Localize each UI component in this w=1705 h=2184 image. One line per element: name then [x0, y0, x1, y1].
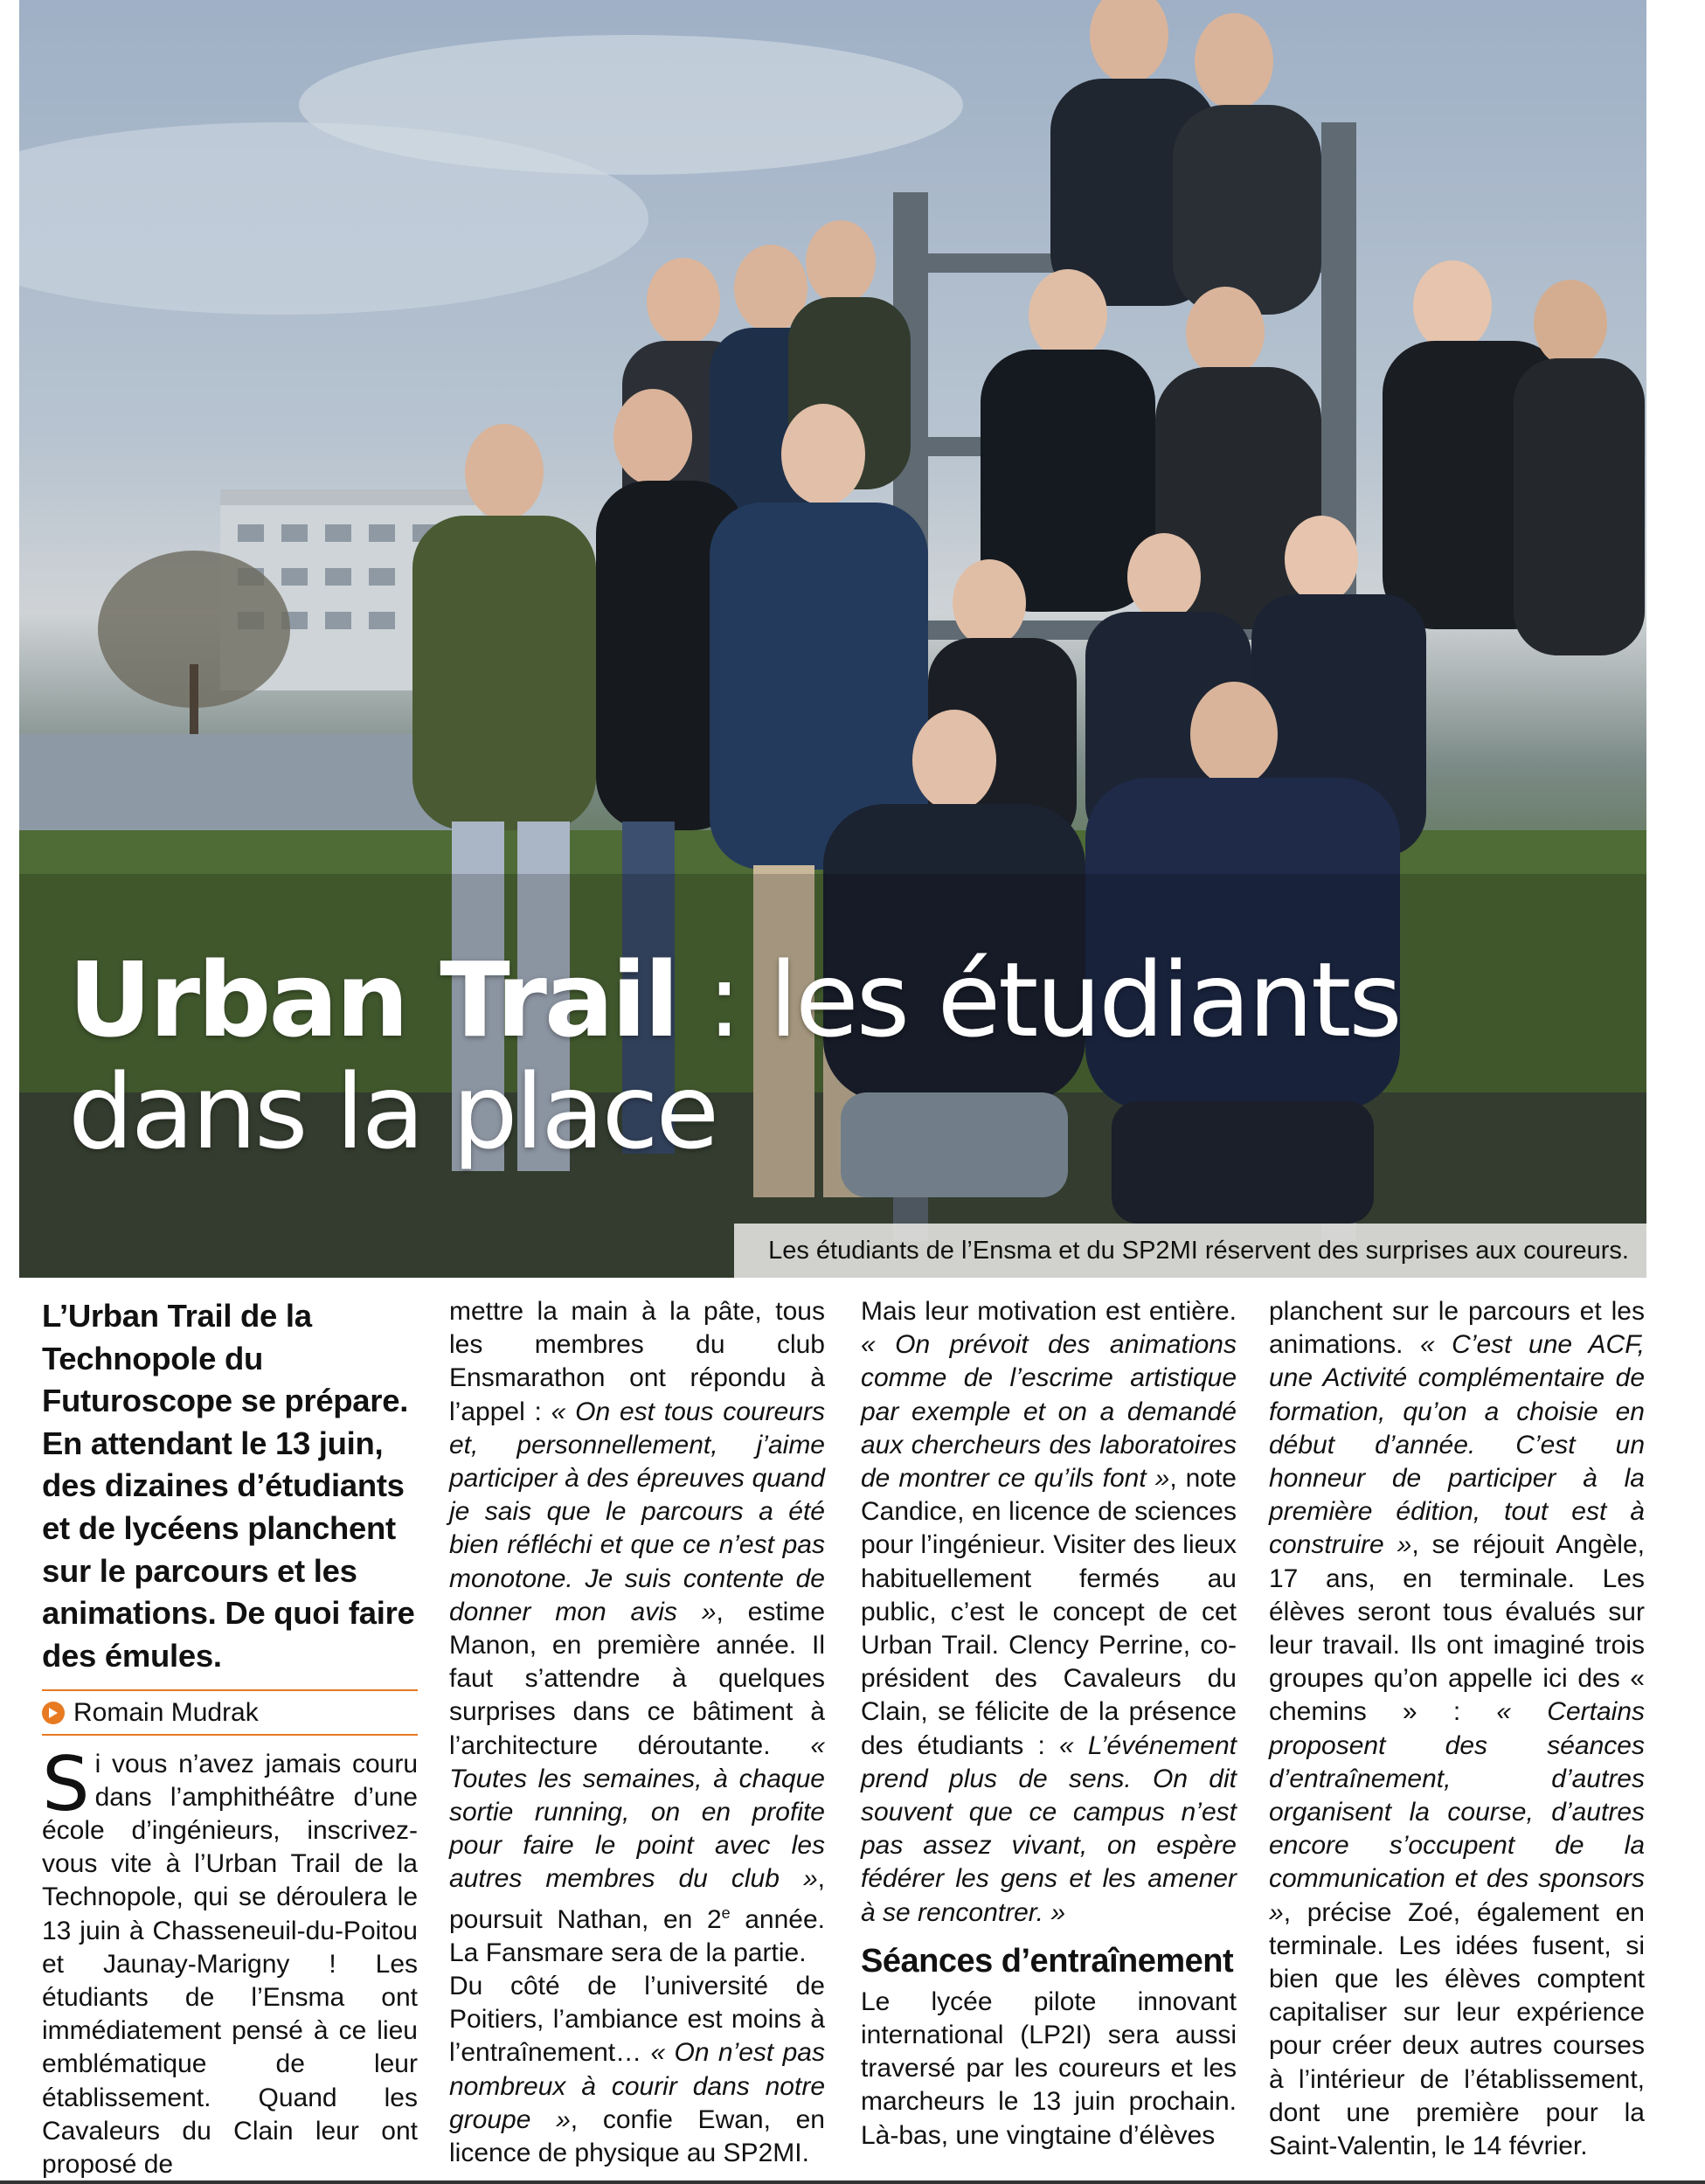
- text-run: , note Candice, en licence de sciences pour l’ingénieur. Visiter des lieux habituellement fermés au public, c’est le concept de cet Urban Trail. Clency Perrine, co-président des Cavaleurs du Clain, se félicite de la présence des étudiants :: [861, 1464, 1237, 1760]
- headline-line2: dans la place: [68, 1051, 717, 1172]
- superscript: e: [721, 1903, 731, 1922]
- article-column-2: [449, 1295, 825, 2170]
- body-col3-para2: Le lycée pilote innovant international (LP2I) sera aussi traversé par les coureurs et les marcheurs le 13 juin prochain. Là-bas, une vingtaine d’élèves: [861, 1986, 1237, 2150]
- body-col3: [861, 1295, 1237, 1930]
- text-run: , estime Manon, en première année. Il faut s’attendre à quelques surprises dans ce bâtiment à l’architecture déroutante.: [449, 1597, 826, 1760]
- quote-zoe: « Certains proposent des séances d’entraînement, d’autres organisent la course, d’autres encore s’occupent de la communication et des sponsors »: [1269, 1697, 1646, 1927]
- quote-angele: « C’est une ACF, une Activité complémentaire de formation, qu’on a choisie en début d’année. C’est un honneur de participer à la première édition, tout est à construire »: [1269, 1330, 1645, 1560]
- chapo-rule: [42, 1689, 418, 1691]
- text-run: , confie Ewan, en licence de physique au SP2MI.: [449, 2104, 825, 2168]
- body-col1: [42, 1740, 418, 2182]
- quote-nathan: « Toutes les semaines, à chaque sortie running, on en profite pour faire le point avec les autres membres du club »: [449, 1730, 825, 1894]
- quote-candice: « On prévoit des animations comme de l’escrime artistique par exemple et on a demandé aux chercheurs des laboratoires de montrer ce qu’ils font »: [861, 1330, 1237, 1494]
- text-run: année. La Fansmare sera de la partie.: [449, 1904, 825, 1967]
- text-run: , se réjouit Angèle, 17 ans, en terminale. Les élèves seront tous évalués sur leur travail. Ils ont imaginé trois groupes qu’on appelle ici des « chemins » :: [1269, 1530, 1645, 1727]
- drop-cap: S: [42, 1740, 90, 1828]
- text-run: mettre la main à la pâte, tous les membres du club Ensmarathon ont répondu à l’appel :: [449, 1297, 825, 1426]
- page-bottom-border: [0, 2181, 1705, 2184]
- author-name: Romain Mudrak: [73, 1698, 259, 1728]
- article-column-4: [1269, 1295, 1645, 2163]
- byline-rule: [42, 1734, 418, 1736]
- body-col1-text: i vous n’avez jamais couru dans l’amphithéâtre d’une école d’ingénieurs, inscrivez-vous vite à l’Urban Trail de la Technopole, qui se déroulera le 13 juin à Chasseneuil-du-Poitou et Jaunay-Marigny ! Les étudiants de l’Ensma ont immédiatement pensé à ce lieu emblématique de leur établissement. Quand les Cavaleurs du Clain leur ont proposé de: [42, 1749, 418, 2179]
- quote-manon: « On est tous coureurs et, personnellement, j’aime participer à des épreuves quand je sais que le parcours a été bien réfléchi et que ce n’est pas monotone. Je suis contente de donner mon avis »: [449, 1397, 825, 1626]
- text-run: , précise Zoé, également en terminale. Les idées fusent, si bien que les élèves comptent capitaliser sur leur expérience pour créer deux autres courses à l’intérieur de l’établissement, dont une première pour la Saint-Valentin, le 14 février.: [1269, 1897, 1645, 2161]
- headline-rest: : les étudiants: [676, 939, 1400, 1060]
- subheading: Séances d’entraînement: [861, 1942, 1234, 1979]
- body-col2: [449, 1295, 825, 1970]
- text-run: Mais leur motivation est entière.: [861, 1297, 1237, 1326]
- article-column-3: [861, 1295, 1237, 2153]
- article-headline: [68, 939, 1400, 1172]
- body-col2-para2: [449, 1970, 825, 2170]
- text-run: Du côté de l’université de Poitiers, l’ambiance est moins à l’entraînement…: [449, 1972, 825, 2068]
- article-chapo: L’Urban Trail de la Technopole du Futuroscope se prépare. En attendant le 13 juin, des dizaines d’étudiants et de lycéens planchent sur le parcours et les animations. De quoi faire des émules.: [42, 1298, 415, 1674]
- article-column-1: [42, 1295, 418, 2181]
- play-arrow-icon: [42, 1702, 65, 1724]
- headline-bold: Urban Trail: [68, 939, 677, 1060]
- text-run: , poursuit Nathan, en 2: [449, 1864, 825, 1934]
- quote-clency: « L’événement prend plus de sens. On dit souvent que ce campus n’est pas assez vivant, on espère fédérer les gens et les amener à se rencontrer. »: [861, 1730, 1237, 1927]
- body-col4: [1269, 1295, 1645, 2163]
- byline: [42, 1696, 418, 1730]
- quote-ewan: « On n’est pas nombreux à courir dans notre groupe »: [449, 2038, 825, 2134]
- photo-caption: Les étudiants de l’Ensma et du SP2MI réservent des surprises aux coureurs.: [734, 1224, 1646, 1278]
- text-run: planchent sur le parcours et les animations.: [1269, 1297, 1645, 1360]
